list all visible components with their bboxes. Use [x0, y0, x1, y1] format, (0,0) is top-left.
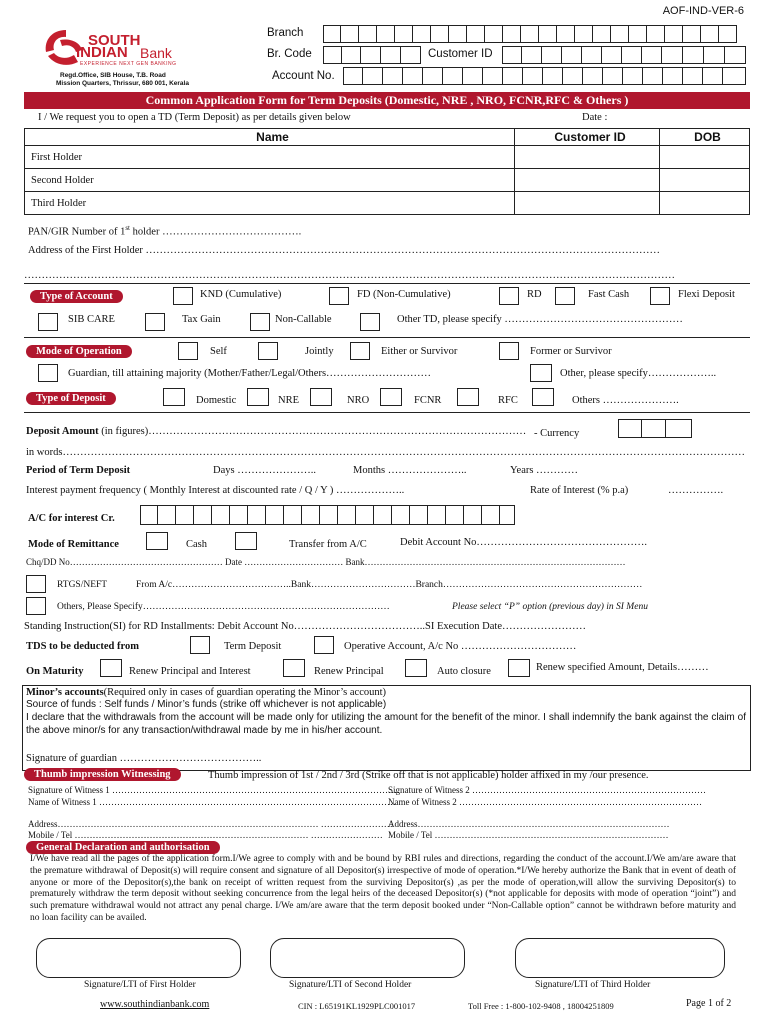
flexi-checkbox[interactable] — [650, 287, 670, 305]
address-line[interactable]: Address of the First Holder ………………………………………………………………………………………………………………………………… — [28, 245, 661, 256]
first-holder-signature[interactable] — [36, 938, 241, 978]
account-no-label: Account No. — [272, 70, 335, 82]
cin: CIN : L65191KL1929PLC001017 — [298, 1001, 416, 1011]
bank-logo — [40, 28, 225, 88]
branch-label: Branch — [267, 27, 304, 39]
nre-checkbox[interactable] — [247, 388, 269, 406]
second-holder-signature[interactable] — [270, 938, 465, 978]
renew-p-checkbox[interactable] — [283, 659, 305, 677]
self-checkbox[interactable] — [178, 342, 198, 360]
tax-gain-checkbox[interactable] — [145, 313, 165, 331]
other-mode-checkbox[interactable] — [530, 364, 552, 382]
cash-checkbox[interactable] — [146, 532, 168, 550]
account-no-field[interactable] — [343, 67, 746, 85]
holders-table — [24, 128, 750, 215]
customer-id-field[interactable] — [502, 46, 746, 64]
fcnr-checkbox[interactable] — [380, 388, 402, 406]
bank-address-1: Regd.Office, SIB House, T.B. Road — [60, 72, 166, 79]
bank-name-line1: SOUTH — [88, 32, 141, 49]
website-link[interactable]: www.southindianbank.com — [100, 999, 210, 1010]
form-title: Common Application Form for Term Deposits (Domestic, NRE , NRO, FCNR,RFC & Others ) — [24, 92, 750, 109]
form-code: AOF-IND-VER-6 — [662, 5, 744, 17]
former-checkbox[interactable] — [499, 342, 519, 360]
fast-cash-checkbox[interactable] — [555, 287, 575, 305]
rd-checkbox[interactable] — [499, 287, 519, 305]
date-label: Date : — [582, 112, 608, 123]
tds-term-checkbox[interactable] — [190, 636, 210, 654]
others-deposit-checkbox[interactable] — [532, 388, 554, 406]
nro-checkbox[interactable] — [310, 388, 332, 406]
toll-free: Toll Free : 1-800-102-9408 , 18004251809 — [468, 1001, 614, 1011]
interest-account-field[interactable] — [140, 505, 515, 525]
table-row[interactable]: First Holder — [25, 146, 750, 169]
declaration-text: I/We have read all the pages of the application form.I/We agree to comply with and be bound by RBI rules and directions, regarding the conduct of the account.I/We am/are aware that the premature withdrawal of Deposit(s) will require consent and signature of all Depositor(s) irrespective of mode of operation.*I/We hereby authorize the Bank that in event of death of anyone or more of the Depositor(s),the bank on receipt of written request from the surviving Depositor(s) ,as per the mode of operation,will allow the surviving Depositor(s) to prematurely withdraw the term deposit without seeking concurrence from the legal heirs of the deceased Depositor(s) (*not applicable for deposits with mode of operation “joint”) and such premature withdrawal would not attract any penal charge. I/We am/are aware that the term deposit booked under “Non-Callable option” cannot be withdrawn before maturity and no loan facility can be availed. — [30, 854, 736, 923]
request-line: I / We request you to open a TD (Term Deposit) as per details given below — [38, 112, 351, 123]
branch-field[interactable] — [323, 25, 746, 43]
fd-checkbox[interactable] — [329, 287, 349, 305]
dob-header: DOB — [660, 129, 750, 146]
bank-name-line2: INDIAN — [76, 44, 128, 61]
type-of-account-label: Type of Account — [30, 290, 123, 303]
jointly-checkbox[interactable] — [258, 342, 278, 360]
guardian-checkbox[interactable] — [38, 364, 58, 382]
currency-field[interactable] — [618, 419, 692, 438]
bank-name-bank: Bank — [140, 45, 172, 61]
declaration-label: General Declaration and authorisation — [26, 841, 220, 854]
tds-operative-checkbox[interactable] — [314, 636, 334, 654]
table-row[interactable]: Second Holder — [25, 169, 750, 192]
name-header: Name — [25, 129, 515, 146]
deposit-amount[interactable]: Deposit Amount (in figures)……………………………………………………………………………………………… — [26, 426, 527, 437]
others-remit-checkbox[interactable] — [26, 597, 46, 615]
page-number: Page 1 of 2 — [686, 998, 732, 1009]
rfc-checkbox[interactable] — [457, 388, 479, 406]
either-checkbox[interactable] — [350, 342, 370, 360]
non-callable-checkbox[interactable] — [250, 313, 270, 331]
sib-care-checkbox[interactable] — [38, 313, 58, 331]
br-code-label: Br. Code — [267, 48, 312, 60]
address-dots[interactable]: …………………………………………………………………………………………………………………………………………………………………… — [24, 270, 675, 281]
type-of-deposit-label: Type of Deposit — [26, 392, 116, 405]
mode-of-operation-label: Mode of Operation — [26, 345, 132, 358]
domestic-checkbox[interactable] — [163, 388, 185, 406]
knd-checkbox[interactable] — [173, 287, 193, 305]
bank-tagline: EXPERIENCE NEXT GEN BANKING — [80, 61, 177, 67]
auto-closure-checkbox[interactable] — [405, 659, 427, 677]
customer-id-label: Customer ID — [428, 48, 493, 60]
customer-id-header: Customer ID — [515, 129, 660, 146]
renew-pi-checkbox[interactable] — [100, 659, 122, 677]
thumb-label: Thumb impression Witnessing — [24, 768, 181, 781]
br-code-field[interactable] — [323, 46, 421, 64]
rtgs-checkbox[interactable] — [26, 575, 46, 593]
third-holder-signature[interactable] — [515, 938, 725, 978]
bank-address-2: Mission Quarters, Thrissur, 680 001, Kerala — [56, 80, 189, 87]
minor-section: Minor’s accounts(Required only in cases of guardian operating the Minor’s account) Source of funds : Self funds / Minor’s funds (strike off whichever is not applicable) I declare that the withdrawals from the account will be made only for utilizing the amount for the benefit of the minor. I shall indemnify the bank against the claim of the above minor/s for any transaction/withdrawal made by me in his/her account. Signature of guardian ………………………………….. — [22, 685, 751, 771]
pan-line[interactable]: PAN/GIR Number of 1st holder …………………………………. — [28, 224, 302, 238]
other-td-checkbox[interactable] — [360, 313, 380, 331]
table-row[interactable]: Third Holder — [25, 192, 750, 215]
renew-spec-checkbox[interactable] — [508, 659, 530, 677]
transfer-checkbox[interactable] — [235, 532, 257, 550]
